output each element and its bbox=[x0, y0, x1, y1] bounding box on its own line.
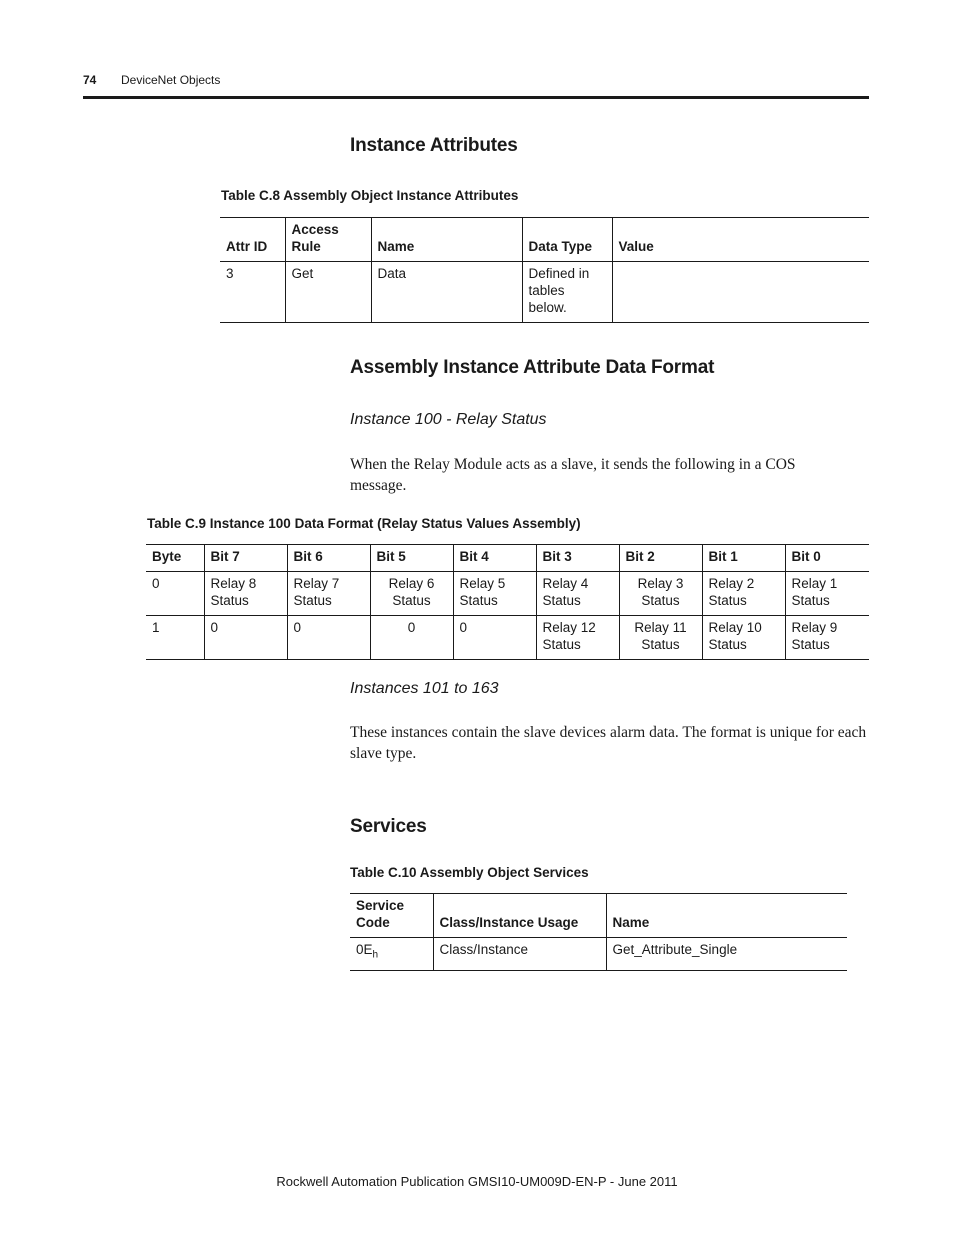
cell-usage: Class/Instance bbox=[433, 938, 606, 971]
cell-bit4: 0 bbox=[453, 616, 536, 660]
paragraph-instance-100: When the Relay Module acts as a slave, it sends the following in a COS message. bbox=[350, 456, 796, 494]
col-usage: Class/Instance Usage bbox=[433, 894, 606, 938]
cell-bit0: Relay 9 Status bbox=[785, 616, 869, 660]
cell-service-code bbox=[350, 938, 433, 971]
cell-bit7: Relay 8 Status bbox=[204, 572, 287, 616]
cell-bit0: Relay 1 Status bbox=[785, 572, 869, 616]
subheading-instance-100: Instance 100 - Relay Status bbox=[350, 411, 547, 428]
cell-bit5: 0 bbox=[370, 616, 453, 660]
table-c9 bbox=[146, 544, 869, 660]
header-rule bbox=[83, 96, 869, 99]
col-attr-id: Attr ID bbox=[220, 218, 285, 262]
caption-table-c8: Table C.8 Assembly Object Instance Attributes bbox=[221, 188, 519, 203]
cell-bit2: Relay 3 Status bbox=[619, 572, 702, 616]
table-header-row bbox=[220, 218, 869, 262]
table-row bbox=[146, 572, 869, 616]
paragraph-instances-101: These instances contain the slave devices alarm data. The format is unique for each slave type. bbox=[350, 724, 867, 762]
cell-bit3: Relay 12 Status bbox=[536, 616, 619, 660]
cell-bit6: 0 bbox=[287, 616, 370, 660]
cell-bit5: Relay 6 Status bbox=[370, 572, 453, 616]
table-row bbox=[146, 616, 869, 660]
section-title: DeviceNet Objects bbox=[121, 73, 221, 87]
cell-bit3: Relay 4 Status bbox=[536, 572, 619, 616]
table-row bbox=[350, 938, 847, 971]
col-access-rule: Access Rule bbox=[285, 218, 371, 262]
caption-table-c9: Table C.9 Instance 100 Data Format (Relay Status Values Assembly) bbox=[147, 516, 581, 531]
table-c10 bbox=[350, 893, 847, 971]
cell-bit4: Relay 5 Status bbox=[453, 572, 536, 616]
cell-bit1: Relay 2 Status bbox=[702, 572, 785, 616]
cell-bit1: Relay 10 Status bbox=[702, 616, 785, 660]
col-byte: Byte bbox=[146, 545, 204, 572]
col-bit3: Bit 3 bbox=[536, 545, 619, 572]
col-bit1: Bit 1 bbox=[702, 545, 785, 572]
heading-instance-attributes: Instance Attributes bbox=[350, 135, 518, 156]
caption-table-c10: Table C.10 Assembly Object Services bbox=[350, 865, 589, 880]
cell-data-type: Defined in tables below. bbox=[522, 262, 612, 323]
col-name: Name bbox=[606, 894, 847, 938]
service-code-value: 0E bbox=[356, 942, 373, 957]
cell-byte: 0 bbox=[146, 572, 204, 616]
page-number: 74 bbox=[83, 73, 97, 87]
col-bit6: Bit 6 bbox=[287, 545, 370, 572]
table-c8 bbox=[220, 217, 869, 323]
cell-attr-id: 3 bbox=[226, 266, 234, 281]
col-bit7: Bit 7 bbox=[204, 545, 287, 572]
cell-name: Get_Attribute_Single bbox=[606, 938, 847, 971]
col-bit2: Bit 2 bbox=[619, 545, 702, 572]
subheading-instances-101: Instances 101 to 163 bbox=[350, 680, 499, 697]
cell-name: Data bbox=[371, 262, 522, 323]
cell-bit6: Relay 7 Status bbox=[287, 572, 370, 616]
heading-data-format: Assembly Instance Attribute Data Format bbox=[350, 357, 715, 378]
service-code-suffix: h bbox=[372, 949, 379, 961]
cell-bit7: 0 bbox=[204, 616, 287, 660]
col-name: Name bbox=[371, 218, 522, 262]
cell-byte: 1 bbox=[152, 620, 160, 635]
table-row bbox=[220, 262, 869, 323]
footer-publication: Rockwell Automation Publication GMSI10-UM009D-EN-P - June 2011 bbox=[276, 1174, 678, 1189]
cell-value bbox=[612, 262, 869, 323]
col-value: Value bbox=[612, 218, 869, 262]
cell-bit2: Relay 11 Status bbox=[619, 616, 702, 660]
heading-services: Services bbox=[350, 816, 427, 837]
table-header-row bbox=[350, 894, 847, 938]
col-data-type: Data Type bbox=[522, 218, 612, 262]
col-bit0: Bit 0 bbox=[785, 545, 869, 572]
col-service-code: Service Code bbox=[350, 894, 433, 938]
col-bit4: Bit 4 bbox=[453, 545, 536, 572]
table-header-row bbox=[146, 545, 869, 572]
cell-access-rule: Get bbox=[285, 262, 371, 323]
col-bit5: Bit 5 bbox=[370, 545, 453, 572]
